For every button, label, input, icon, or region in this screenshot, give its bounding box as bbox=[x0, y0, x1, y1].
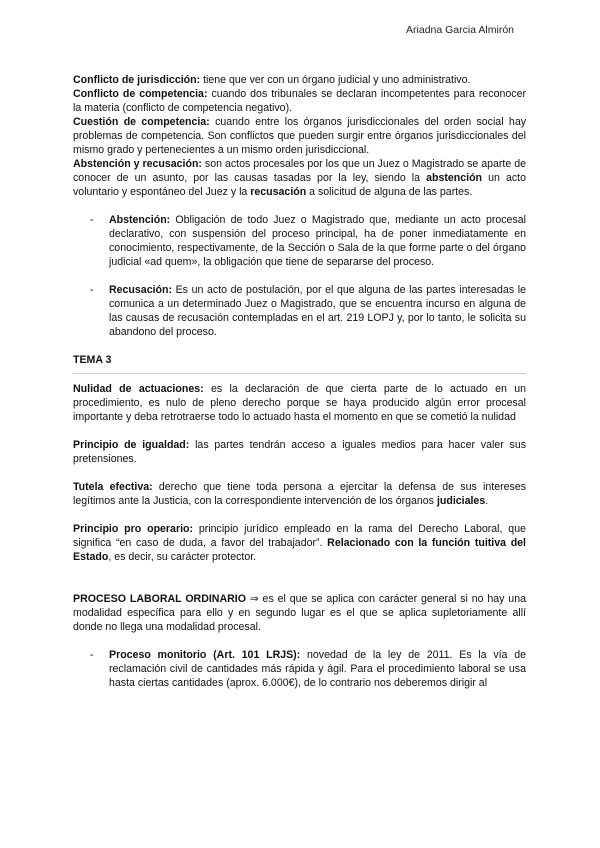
definition-text: , es decir, su carácter protector. bbox=[108, 551, 257, 563]
definition-conflicto-competencia bbox=[73, 87, 526, 115]
term: Tutela efectiva: bbox=[73, 481, 153, 493]
term: Conflicto de competencia: bbox=[73, 88, 208, 100]
definition-text: cuando dos tribunales se declaran incompetentes para reconocer la materia (conflicto de competencia negativo). bbox=[73, 88, 527, 114]
definition-cuestion-competencia bbox=[73, 115, 526, 157]
proceso-list bbox=[73, 648, 526, 690]
definition-text: son actos procesales por los que un Juez o Magistrado se aparte de conocer de un asunto, por las causas tasadas por la ley, siendo la bbox=[73, 158, 526, 184]
definition-text: cuando entre los órganos jurisdiccionales del orden social hay problemas de competencia. Son conflictos que pueden surgir entre órganos jurisdiccionales del mismo grado y pertenecientes a un mismo orden jurisdiccional. bbox=[73, 116, 527, 156]
list-item-proceso-monitorio bbox=[73, 648, 526, 690]
definition-text: tiene que ver con un órgano judicial y uno administrativo. bbox=[200, 74, 471, 86]
bullet-dash: - bbox=[90, 649, 94, 661]
definition-text: . bbox=[485, 495, 489, 507]
definition-text: las partes tendrán acceso a iguales medios para hacer valer sus pretensiones. bbox=[73, 439, 527, 465]
definition-proceso-laboral-ordinario bbox=[73, 592, 526, 634]
list-item-abstencion bbox=[73, 213, 526, 269]
term-judiciales: judiciales bbox=[436, 495, 486, 507]
term: Proceso monitorio (Art. 101 LRJS): bbox=[109, 649, 301, 661]
definition-principio-igualdad bbox=[73, 438, 526, 466]
definition-pro-operario bbox=[73, 522, 526, 564]
definition-text: un acto voluntario y espontáneo del Juez y la bbox=[73, 172, 526, 198]
definition-nulidad bbox=[73, 382, 526, 424]
term: Principio de igualdad: bbox=[73, 439, 190, 451]
term: Principio pro operario: bbox=[73, 523, 194, 535]
definition-abstencion-recusacion bbox=[73, 157, 526, 199]
section-divider bbox=[73, 373, 526, 374]
definition-conflicto-jurisdiccion bbox=[73, 73, 526, 87]
abstencion-list bbox=[73, 213, 526, 339]
list-item-recusacion bbox=[73, 283, 526, 339]
term: Abstención: bbox=[109, 214, 171, 226]
definition-text: es el que se aplica con carácter general si no hay una modalidad específica para ello y en segundo lugar es el que se aplica supletoriamente allí donde no llega una modalidad procesal. bbox=[73, 593, 526, 633]
definition-text: Obligación de todo Juez o Magistrado que, mediante un acto procesal declarativo, con suspensión del proceso principal, ha de poner inmediatamente en conocimiento, respectivamente, de la Sección o Sala de la que forme parte o del órgano judicial «ad quem», la obligación que tiene de separarse del proceso. bbox=[109, 214, 526, 268]
term: Abstención y recusación: bbox=[73, 158, 202, 170]
term: Conflicto de jurisdicción: bbox=[73, 74, 201, 86]
definition-text: derecho que tiene toda persona a ejercitar la defensa de sus intereses legítimos ante la Justicia, con la correspondiente intervención de los órganos bbox=[73, 481, 527, 507]
term-recusacion: recusación bbox=[250, 186, 307, 198]
term: Nulidad de actuaciones: bbox=[73, 383, 204, 395]
term-funcion-tuitiva: Relacionado con la función tuitiva del Estado bbox=[73, 537, 527, 563]
term-abstencion: abstención bbox=[426, 172, 483, 184]
section-heading-tema-3: TEMA 3 bbox=[73, 354, 112, 366]
arrow-icon: ⇒ bbox=[245, 593, 259, 605]
term: PROCESO LABORAL ORDINARIO bbox=[73, 593, 246, 605]
definition-text: es la declaración de que cierta parte de lo actuado en un procedimiento, es nulo de pleno derecho porque se haya producido algún error procesal importante y deba retrotraerse todo lo actuado hasta el momento en que se cometió la nulidad bbox=[73, 383, 526, 423]
definition-text: a solicitud de alguna de las partes. bbox=[306, 186, 473, 198]
bullet-dash: - bbox=[90, 214, 94, 226]
term: Cuestión de competencia: bbox=[73, 116, 210, 128]
definition-tutela-efectiva bbox=[73, 480, 526, 508]
definition-text: novedad de la ley de 2011. Es la vía de reclamación civil de cantidades más rápida y ágil. Para el procedimiento laboral se usa hasta ciertas cantidades (aprox. 6.000€), de lo contrario nos deberemos dirigir al bbox=[109, 649, 526, 689]
bullet-dash: - bbox=[90, 284, 94, 296]
term: Recusación: bbox=[109, 284, 172, 296]
document-body bbox=[73, 73, 526, 690]
header-author: Ariadna Garcia Almirón bbox=[406, 24, 514, 36]
definition-text: principio jurídico empleado en la rama del Derecho Laboral, que significa “en caso de duda, a favor del trabajador”. bbox=[73, 523, 526, 549]
definition-text: Es un acto de postulación, por el que alguna de las partes interesadas le comunica a un determinado Juez o Magistrado, que se encuentra incurso en alguna de las causas de recusación contempladas en el art. 219 LOPJ y, por lo tanto, le solicita su abandono del proceso. bbox=[109, 284, 526, 338]
